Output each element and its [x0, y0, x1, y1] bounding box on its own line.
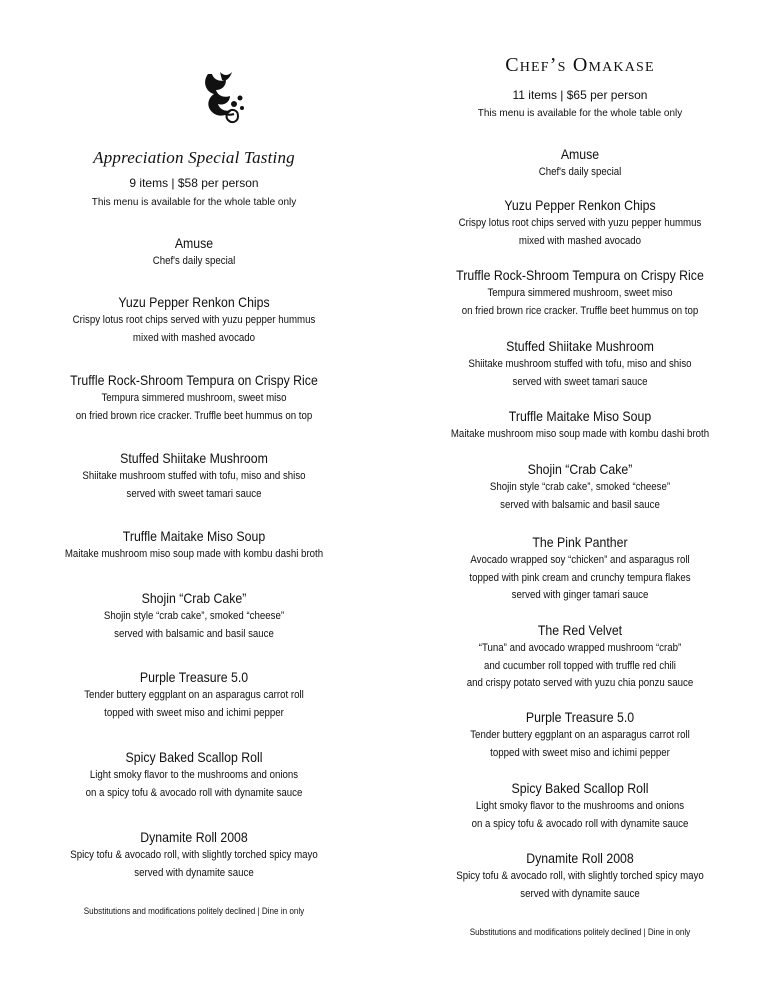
menu-item	[418, 532, 742, 605]
menu-title: Chef’s Omakase	[505, 54, 655, 76]
menu-item-name: Truffle Rock-Shroom Tempura on Crispy Rice	[456, 267, 704, 283]
menu-item-name: Purple Treasure 5.0	[139, 669, 249, 685]
menu-item-name: Truffle Maitake Miso Soup	[508, 408, 652, 424]
menu-item-name: Yuzu Pepper Renkon Chips	[118, 294, 270, 310]
menu-footer: Substitutions and modifications politely declined | Dine in only	[469, 927, 691, 937]
menu-item-description: Crispy lotus root chips served with yuzu pepper hummus mixed with mashed avocado	[458, 217, 702, 247]
menu-item	[28, 588, 360, 643]
menu-item	[418, 144, 742, 182]
menu-item-name: Dynamite Roll 2008	[526, 850, 634, 866]
menu-item-name: Dynamite Roll 2008	[140, 829, 248, 845]
menu-item-name: Purple Treasure 5.0	[525, 709, 635, 725]
menu-item	[28, 526, 360, 564]
menu-item-description: Shojin style “crab cake”, smoked “cheese” served with balsamic and basil sauce	[489, 481, 671, 511]
menu-item-name: Spicy Baked Scallop Roll	[125, 749, 263, 765]
menu-item-name: Yuzu Pepper Renkon Chips	[504, 197, 656, 213]
menu-item-description: Maitake mushroom miso soup made with kombu dashi broth	[450, 428, 710, 440]
menu-item-description: Tempura simmered mushroom, sweet miso on fried brown rice cracker. Truffle beet hummus on top	[75, 392, 313, 422]
menu-title: Appreciation Special Tasting	[93, 148, 295, 167]
menu-item-name: Spicy Baked Scallop Roll	[511, 780, 649, 796]
menu-item	[28, 747, 360, 802]
menu-note: This menu is available for the whole table only	[477, 108, 683, 119]
menu-item-description: Light smoky flavor to the mushrooms and onions on a spicy tofu & avocado roll with dynamite sauce	[85, 769, 303, 799]
menu-item-name: The Red Velvet	[537, 622, 623, 638]
menu-item	[418, 620, 742, 693]
menu-item	[418, 195, 742, 250]
menu-item-description: Shojin style “crab cake”, smoked “cheese” served with balsamic and basil sauce	[103, 610, 285, 640]
menu-item-description: Avocado wrapped soy “chicken” and asparagus roll topped with pink cream and crunchy tempura flakes served with ginger tamari sauce	[469, 554, 691, 601]
menu-item-description: Tempura simmered mushroom, sweet miso on fried brown rice cracker. Truffle beet hummus on top	[461, 287, 699, 317]
menu-summary: 11 items | $65 per person	[512, 88, 648, 102]
menu-item-name: Truffle Maitake Miso Soup	[122, 528, 266, 544]
menu-item	[28, 448, 360, 503]
menu-item-name: The Pink Panther	[532, 534, 628, 550]
menu-item-description: Chef's daily special	[538, 166, 622, 178]
menu-item-name: Truffle Rock-Shroom Tempura on Crispy Rice	[70, 372, 318, 388]
menu-item	[28, 292, 360, 347]
menu-item-name: Amuse	[174, 235, 214, 251]
menu-item	[418, 707, 742, 762]
menu-item-description: Spicy tofu & avocado roll, with slightly torched spicy mayo served with dynamite sauce	[456, 870, 704, 900]
menu-item	[418, 848, 742, 903]
menu-item-description: Light smoky flavor to the mushrooms and onions on a spicy tofu & avocado roll with dynamite sauce	[471, 800, 689, 830]
menu-item-description: “Tuna” and avocado wrapped mushroom “crab” and cucumber roll topped with truffle red chili and crispy potato served with yuzu chia ponzu sauce	[466, 642, 694, 689]
menu-item	[418, 406, 742, 444]
menu-item-description: Tender buttery eggplant on an asparagus carrot roll topped with sweet miso and ichimi pepper	[84, 689, 304, 719]
menu-item-description: Shiitake mushroom stuffed with tofu, miso and shiso served with sweet tamari sauce	[468, 358, 692, 388]
menu-item	[418, 336, 742, 391]
menu-item	[418, 778, 742, 833]
menu-item	[28, 667, 360, 722]
menu-item-name: Stuffed Shiitake Mushroom	[506, 338, 654, 354]
menu-item-description: Crispy lotus root chips served with yuzu pepper hummus mixed with mashed avocado	[72, 314, 316, 344]
menu-item-description: Maitake mushroom miso soup made with kombu dashi broth	[64, 548, 324, 560]
menu-item	[418, 459, 742, 514]
menu-item	[28, 233, 360, 271]
menu-item-description: Chef's daily special	[152, 255, 236, 267]
menu-item-name: Shojin “Crab Cake”	[527, 461, 633, 477]
menu-item-description: Spicy tofu & avocado roll, with slightly torched spicy mayo served with dynamite sauce	[70, 849, 318, 879]
menu-item-name: Shojin “Crab Cake”	[141, 590, 247, 606]
menu-item-name: Stuffed Shiitake Mushroom	[120, 450, 268, 466]
menu-note: This menu is available for the whole table only	[91, 197, 297, 208]
menu-summary: 9 items | $58 per person	[129, 176, 259, 190]
restaurant-logo	[198, 68, 250, 126]
menu-item-description: Tender buttery eggplant on an asparagus carrot roll topped with sweet miso and ichimi pepper	[470, 729, 690, 759]
menu-item	[418, 265, 742, 320]
menu-footer: Substitutions and modifications politely declined | Dine in only	[83, 906, 305, 916]
menu-item	[28, 827, 360, 882]
menu-item	[28, 370, 360, 425]
menu-item-description: Shiitake mushroom stuffed with tofu, miso and shiso served with sweet tamari sauce	[82, 470, 306, 500]
menu-item-name: Amuse	[560, 146, 600, 162]
